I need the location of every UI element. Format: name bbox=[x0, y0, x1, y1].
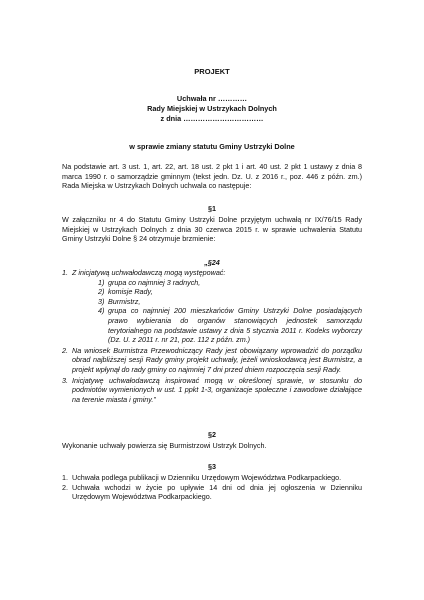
list-item-number: 2. bbox=[62, 345, 68, 355]
sub-list-item bbox=[72, 297, 362, 307]
list-item-number: 3. bbox=[62, 375, 68, 385]
sub-list-item bbox=[72, 306, 362, 344]
council-name: Rady Miejskiej w Ustrzykach Dolnych bbox=[147, 103, 277, 113]
list-item-number: 1. bbox=[62, 268, 68, 277]
list-item bbox=[62, 346, 362, 375]
sub-list-item-text: grupa co najmniej 3 radnych, bbox=[108, 277, 201, 287]
resolution-date: z dnia …………………………… bbox=[160, 113, 264, 123]
legal-basis-paragraph: Na podstawie art. 3 ust. 1, art. 22, art. 18 ust. 2 pkt 1 i art. 40 ust. 2 pkt 1 ustawy z dnia 8 marca 1990 r. o samorządzie gminnym (tekst jedn. Dz. U. z 2016 r., poz. 446 z późn. zm.) Rada Miejska w Ustrzykach Dolnych uchwala co następuje: bbox=[62, 162, 362, 191]
list-item-text: Na wniosek Burmistrza Przewodniczący Rady jest obowiązany wprowadzić do porządku obrad najbliższej sesji Rady gminy projekt uchwały, jeżeli wnioskodawcą jest Burmistrz, a projekt wpłynął do rady gminy co najmniej 7 dni przed dniem rozpoczęcia sesji Rady. bbox=[72, 345, 362, 374]
list-item bbox=[62, 376, 362, 405]
sub-list-item bbox=[72, 278, 362, 288]
section-1-text: W załączniku nr 4 do Statutu Gminy Ustrzyki Dolne przyjętym uchwałą nr IX/76/15 Rady Miejskiej w Ustrzykach Dolnych z dnia 30 czerwca 2015 r. w sprawie uchwalenia Statutu Gminy Ustrzyki Dolne § 24 otrzymuje brzmienie: bbox=[62, 215, 362, 244]
sub-list-item-number: 1) bbox=[98, 277, 105, 287]
section-2-text: Wykonanie uchwały powierza się Burmistrzowi Ustrzyk Dolnych. bbox=[62, 441, 267, 450]
list-item-number: 1. bbox=[62, 473, 68, 482]
section-2-title: §2 bbox=[208, 430, 216, 439]
sub-list-item-text: Burmistrz, bbox=[108, 296, 141, 306]
list-item bbox=[62, 473, 362, 483]
article-24-list bbox=[62, 268, 362, 405]
section-1-title: §1 bbox=[208, 204, 216, 213]
section-3-list bbox=[62, 473, 362, 502]
resolution-header bbox=[0, 94, 424, 123]
sub-list-item-text: grupa co najmniej 200 mieszkańców Gminy Ustrzyki Dolne posiadających prawo wybierania do organów stanowiących jednostek samorządu terytorialnego na podstawie ustawy z dnia 5 stycznia 2011 r. Kodeks wyborczy (Dz. U. z 2011 r. nr 21, poz. 112 z późn. zm.) bbox=[108, 306, 362, 345]
article-24-title: „§24 bbox=[204, 258, 220, 267]
resolution-subject: w sprawie zmiany statutu Gminy Ustrzyki Dolne bbox=[129, 142, 295, 151]
sub-list-item-text: komisje Rady, bbox=[108, 287, 153, 297]
sub-list-item-number: 3) bbox=[98, 296, 105, 306]
list-item bbox=[62, 268, 362, 345]
projekt-label: PROJEKT bbox=[194, 67, 230, 76]
resolution-number: Uchwała nr ………… bbox=[176, 94, 248, 103]
list-item bbox=[62, 483, 362, 502]
sub-list-item-number: 2) bbox=[98, 287, 105, 297]
section-3-title: §3 bbox=[208, 462, 216, 471]
list-item-text: Z inicjatywą uchwałodawczą mogą występować: bbox=[72, 268, 226, 277]
sub-list-item bbox=[72, 287, 362, 297]
sub-list-item-number: 4) bbox=[98, 306, 105, 316]
list-item-text: Uchwała podlega publikacji w Dzienniku Urzędowym Województwa Podkarpackiego. bbox=[72, 473, 342, 482]
list-item-number: 2. bbox=[62, 482, 68, 492]
list-item-text: Uchwała wchodzi w życie po upływie 14 dni od dnia jej ogłoszenia w Dzienniku Urzędowym Województwa Podkarpackiego. bbox=[72, 482, 362, 502]
list-item-text: Inicjatywę uchwałodawczą inspirować mogą w określonej sprawie, w stosunku do podmiotów wymienionych w ust. 1 ppkt 1-3, organizacje społeczne i zawodowe działające na terenie miasta i gminy.” bbox=[72, 375, 362, 404]
